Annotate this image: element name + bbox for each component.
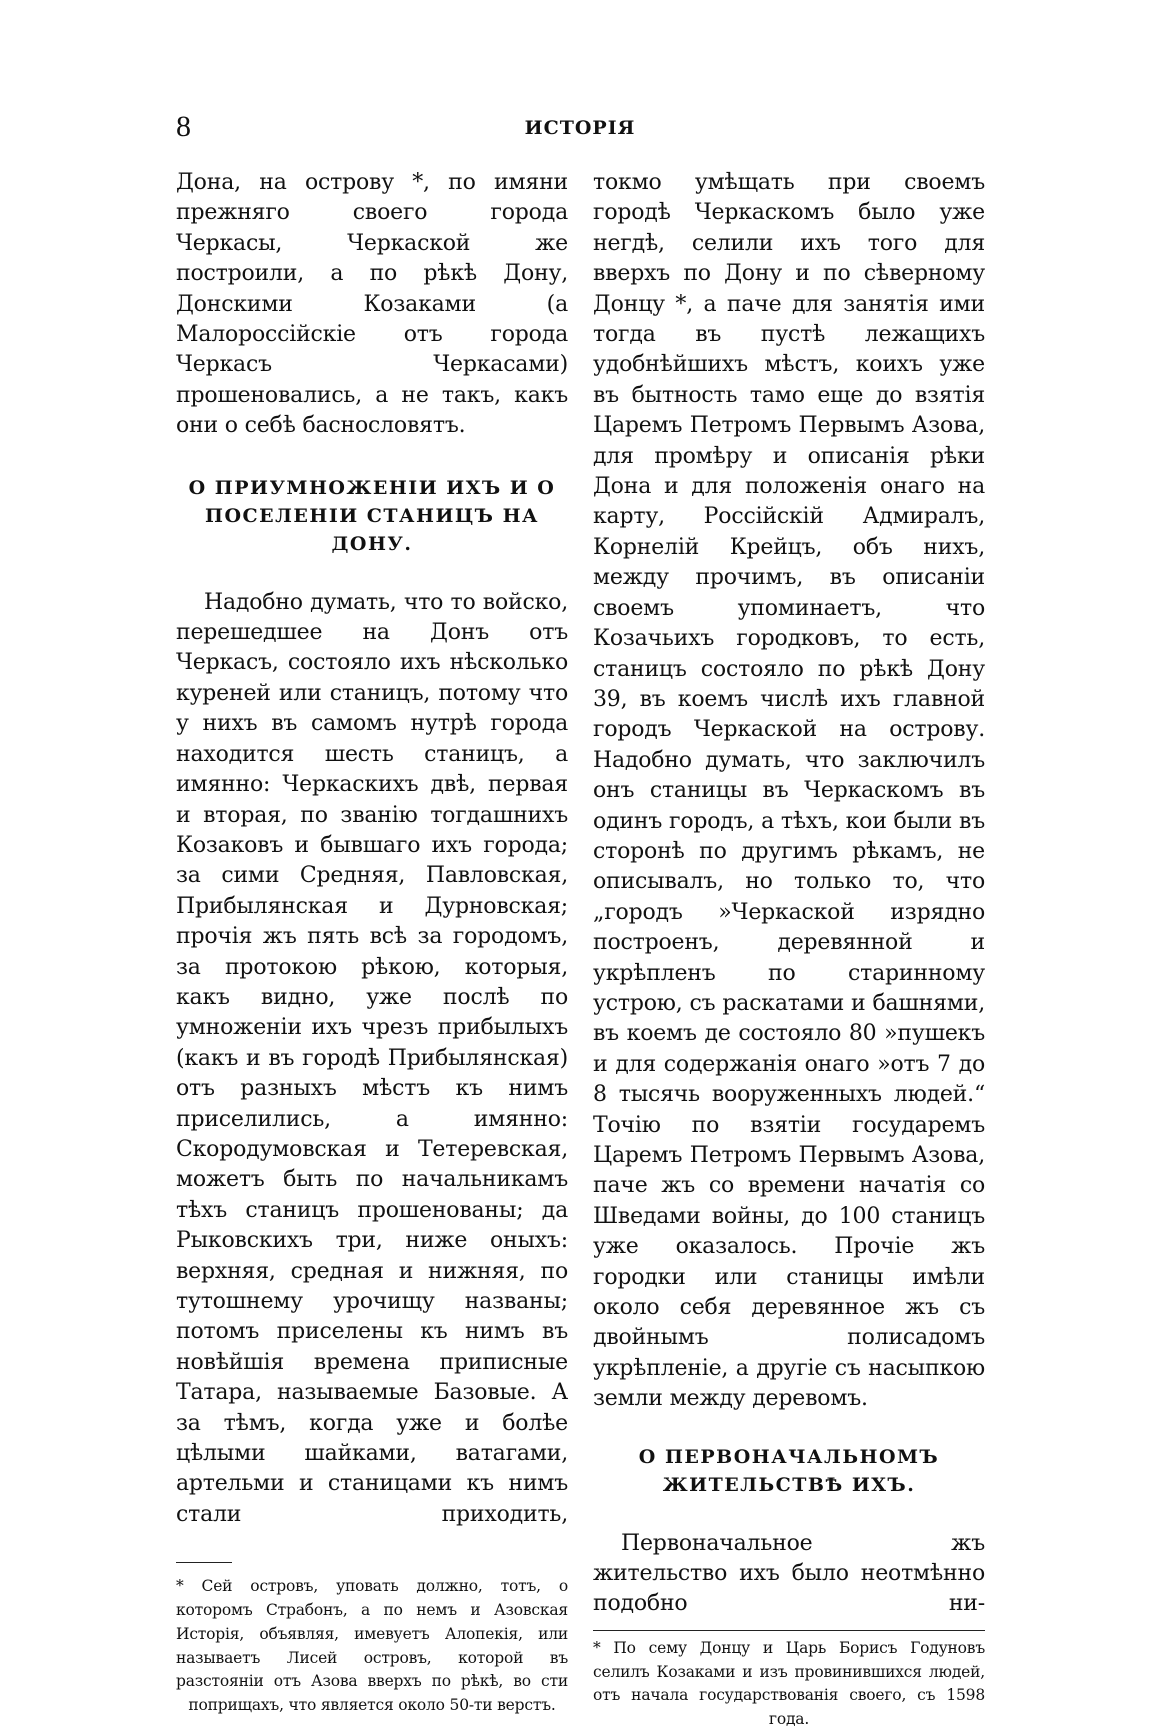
- right-footnote: * По сему Донцу и Царь Борисъ Годуновъ селилъ Козаками и изъ провинившихся людей, отъ начала государствованія своего, съ 1598 года.: [593, 1638, 985, 1729]
- right-paragraph-habitation: Первоначальное жъ жительство ихъ было неотмѣнно подобно ни-: [593, 1530, 985, 1617]
- right-paragraph-continued: токмо умѣщать при своемъ городѣ Черкаскомъ было уже негдѣ, селили ихъ того для вверхъ по Дону и по сѣверному Донцу *, а паче для занятія ими тогда въ пустѣ лежащихъ удобнѣйшихъ мѣстъ, коихъ уже въ бытность тамо еще до взятія Царемъ Петромъ Первымъ Азова, для промѣру и описанія рѣки Дона и для положенія онаго на карту, Россійскій Адмиралъ, Корнелій Крейцъ, объ нихъ, между прочимъ, въ описаніи своемъ упоминаетъ, что Козачьихъ городковъ, то есть, станицъ состояло по рѣкѣ Дону 39, въ коемъ числѣ ихъ главной городъ Черкаской на острову. Надобно думать, что заключилъ онъ станицы въ Черкаскомъ въ одинъ городъ, а тѣхъ, кои были въ сторонѣ по другимъ рѣкамъ, не описывалъ, но только то, что „городъ »Черкаской изрядно построенъ, деревянной и укрѣпленъ по старинному устрою, съ раскатами и башнями, въ коемъ де состояло 80 »пушекъ и для содержанія онаго »отъ 7 до 8 тысячь вооруженныхъ людей.“ Точію по взятіи государемъ Царемъ Петромъ Первымъ Азова, паче жъ со времени начатія со Шведами войны, до 100 станицъ уже оказалось. Прочіе жъ городки или станицы имѣли около себя деревянное жъ съ двойнымъ полисадомъ укрѣпленіе, а другіе съ насыпкою земли между деревомъ.: [593, 170, 985, 1412]
- section-heading-settlement: О ПРИУМНОЖЕНІИ ИХЪ И О ПОСЕЛЕНІИ СТАНИЦЪ НА ДОНУ.: [188, 476, 556, 555]
- right-column: [593, 168, 985, 1732]
- running-head: ИСТОРІЯ: [524, 117, 636, 139]
- left-column: [176, 168, 568, 1718]
- left-footnote: * Сей островъ, уповать должно, тотъ, о которомъ Страбонъ, а по немъ и Азовская Исторія, объявляя, имевуетъ Алопекія, или называетъ Лисей островъ, которой въ разстояніи отъ Азова вверхъ по рѣкѣ, во сти поприщахъ, что является около 50-ти верстъ.: [176, 1577, 568, 1715]
- left-paragraph-continued: Дона, на острову *, по имяни прежняго своего города Черкасы, Черкаской же построили, а по рѣкѣ Дону, Донскими Козаками (а Малороссійскіе отъ города Черкасъ Черкасами) прошеновались, а не такъ, какъ они о себѣ баснословятъ.: [176, 170, 568, 439]
- page-number: 8: [176, 110, 191, 143]
- section-heading-habitation: О ПЕРВОНАЧАЛЬНОМЪ ЖИТЕЛЬСТВѢ ИХЪ.: [638, 1445, 940, 1496]
- left-paragraph-stanitsas: Надобно думать, что то войско, перешедшее на Донъ отъ Черкасъ, состояло ихъ нѣсколько куреней или станицъ, потому что у нихъ въ самомъ нутрѣ города находится шесть станицъ, а имянно: Черкаскихъ двѣ, первая и вторая, по званію тогдашнихъ Козаковъ и бывшаго ихъ города; за сими Средняя, Павловская, Прибылянская и Дурновская; прочія жъ пять всѣ за городомъ, за протокою рѣкою, которыя, какъ видно, уже послѣ по умноженіи ихъ чрезъ прибылыхъ (какъ и въ городѣ Прибылянская) отъ разныхъ мѣстъ къ нимъ приселились, а имянно: Скородумовская и Тетеревская, можетъ быть по начальникамъ тѣхъ станицъ прошенованы; да Рыковскихъ три, ниже оныхъ: верхняя, средная и нижняя, по тутошнему урочищу названы; потомъ приселены къ нимъ въ новѣйшія времена приписные Татара, называемые Базовые. А за тѣмъ, когда уже и болѣе цѣлыми шайками, ватагами, артельми и станицами къ нимъ стали приходить,: [176, 589, 568, 1527]
